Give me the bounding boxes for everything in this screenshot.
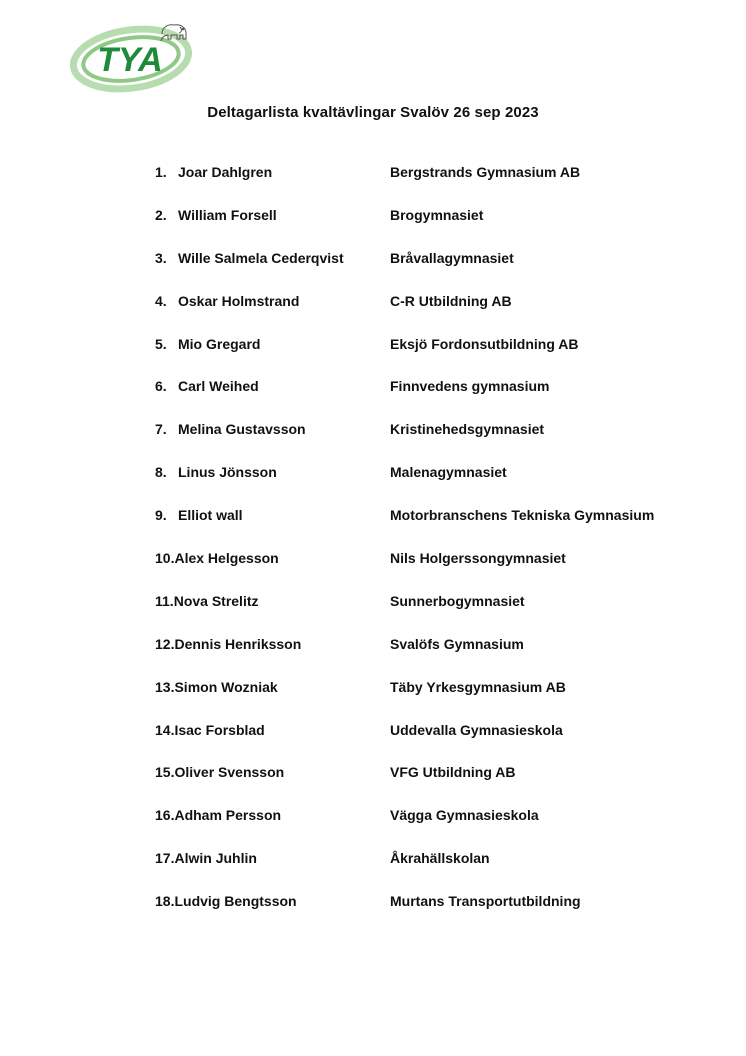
participant-number: 12. — [155, 635, 175, 652]
participant-number: 10. — [155, 550, 175, 567]
participant-row — [0, 763, 746, 806]
participant-name: Oskar Holmstrand — [178, 292, 300, 309]
participant-school: Bergstrands Gymnasium AB — [390, 164, 581, 180]
participant-name: Alwin Juhlin — [174, 850, 257, 867]
participant-name: Melina Gustavsson — [178, 421, 306, 438]
participant-number: 17. — [155, 850, 175, 867]
page-title: Deltagarlista kvaltävlingar Svalöv 26 sep 2023 — [207, 104, 539, 121]
participant-school: Malenagymnasiet — [390, 464, 507, 481]
participant-number: 2. — [155, 206, 167, 223]
participant-number: 7. — [155, 421, 167, 438]
participant-school: Kristinehedsgymnasiet — [390, 421, 545, 438]
participant-school: VFG Utbildning AB — [390, 764, 516, 781]
tya-logo — [70, 16, 196, 96]
participant-name: Isac Forsblad — [174, 721, 265, 738]
participant-number: 16. — [155, 807, 175, 824]
participant-name: Dennis Henriksson — [174, 635, 302, 652]
participant-school: Täby Yrkesgymnasium AB — [390, 678, 566, 695]
participant-row — [0, 849, 746, 892]
participant-row — [0, 806, 746, 849]
participant-name: Joar Dahlgren — [178, 164, 273, 180]
participant-name: Oliver Svensson — [174, 764, 285, 781]
participant-school: Eksjö Fordonsutbildning AB — [390, 335, 579, 352]
participant-number: 9. — [155, 507, 167, 524]
participant-name: Wille Salmela Cederqvist — [178, 249, 344, 266]
participant-school: Brogymnasiet — [390, 206, 484, 223]
participant-name: Elliot wall — [178, 507, 243, 524]
participant-school: Vägga Gymnasieskola — [390, 807, 539, 824]
participant-name: Linus Jönsson — [178, 464, 277, 481]
participant-row — [0, 635, 746, 678]
participant-row — [0, 420, 746, 463]
participant-number: 4. — [155, 292, 167, 309]
logo-text: TYA — [97, 41, 163, 79]
participant-number: 3. — [155, 249, 167, 266]
participant-name: Nova Strelitz — [173, 592, 259, 609]
participant-name: Alex Helgesson — [174, 550, 279, 567]
participant-school: C-R Utbildning AB — [390, 292, 512, 309]
participant-school: Motorbranschens Tekniska Gymnasium — [390, 507, 655, 524]
participant-number: 1. — [155, 164, 167, 180]
participant-number: 5. — [155, 335, 167, 352]
participant-row — [0, 163, 746, 206]
participant-school: Svalöfs Gymnasium — [390, 635, 524, 652]
participant-number: 6. — [155, 378, 167, 395]
participant-row — [0, 335, 746, 378]
tya-logo-graphic — [70, 16, 196, 96]
participant-name: William Forsell — [178, 206, 277, 223]
participant-row — [0, 377, 746, 420]
participant-name: Carl Weihed — [178, 378, 259, 395]
participant-row — [0, 892, 746, 935]
participant-school: Sunnerbogymnasiet — [390, 592, 525, 609]
participant-school: Finnvedens gymnasium — [390, 378, 550, 395]
participant-row — [0, 549, 746, 592]
participant-number: 18. — [155, 893, 175, 910]
participant-school: Åkrahällskolan — [390, 850, 490, 867]
participant-row — [0, 506, 746, 549]
participant-number: 11. — [155, 592, 174, 609]
participant-row — [0, 678, 746, 721]
participant-row — [0, 249, 746, 292]
participant-row — [0, 463, 746, 506]
participant-school: Nils Holgerssongymnasiet — [390, 550, 566, 567]
participant-school: Uddevalla Gymnasieskola — [390, 721, 563, 738]
participant-school: Murtans Transportutbildning — [390, 893, 581, 910]
participant-row — [0, 592, 746, 635]
participant-row — [0, 292, 746, 335]
participant-number: 15. — [155, 764, 175, 781]
participant-school: Bråvallagymnasiet — [390, 249, 514, 266]
participant-name: Adham Persson — [174, 807, 282, 824]
participant-number: 14. — [155, 721, 175, 738]
participant-name: Mio Gregard — [178, 335, 261, 352]
participant-number: 8. — [155, 464, 167, 481]
participant-list — [0, 163, 746, 935]
participant-name: Ludvig Bengtsson — [174, 893, 297, 910]
participant-number: 13. — [155, 678, 175, 695]
participant-name: Simon Wozniak — [174, 678, 278, 695]
participant-row — [0, 721, 746, 764]
participant-row — [0, 206, 746, 249]
